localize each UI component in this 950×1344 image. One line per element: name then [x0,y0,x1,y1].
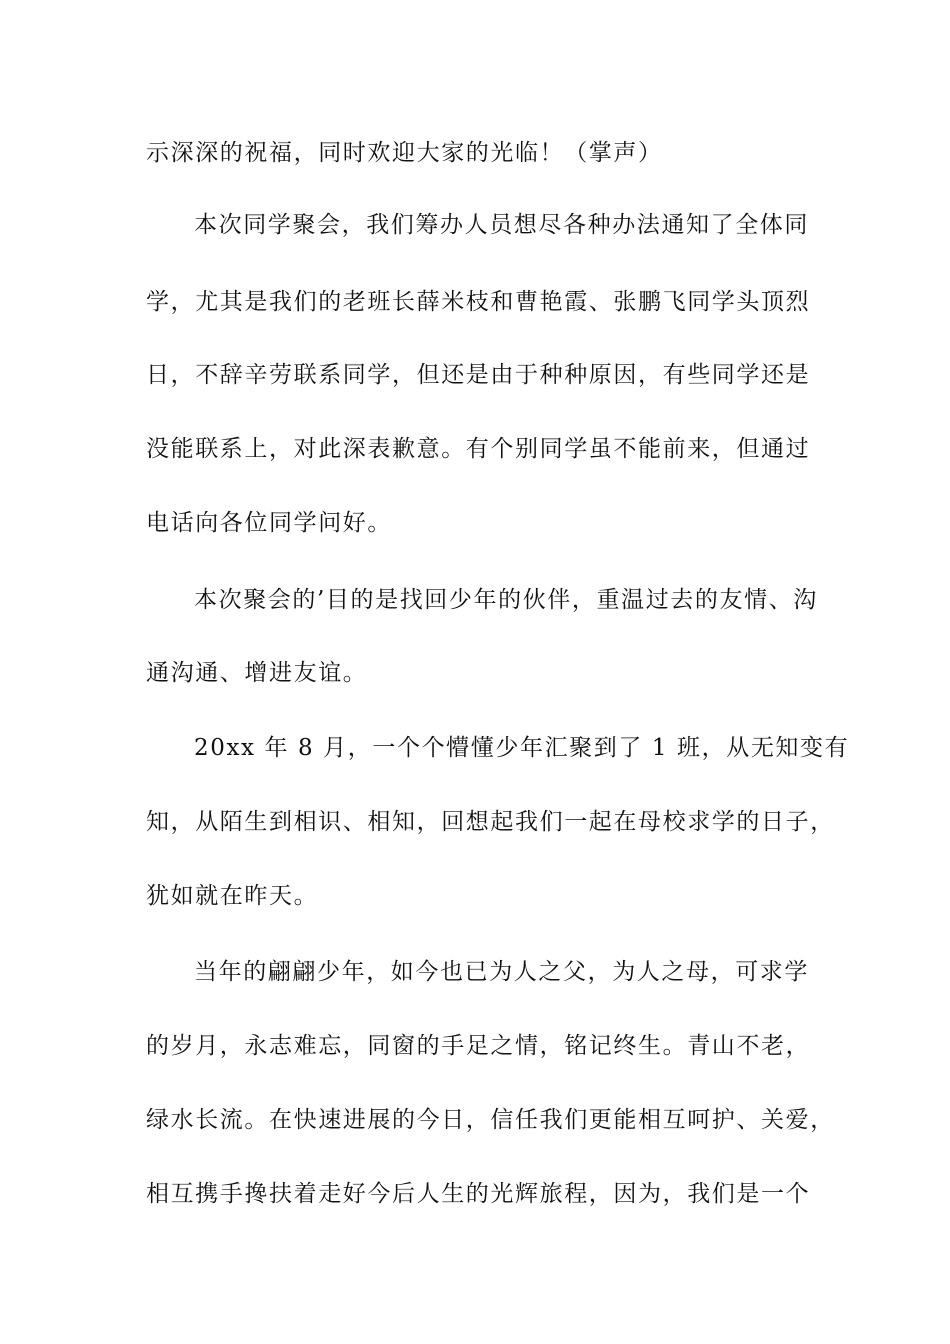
text-line: 电话向各位同学问好。 [146,510,392,536]
paragraph-first-line: 当年的翩翩少年，如今也已为人之父，为人之母，可求学 [194,959,809,985]
text-line: 学，尤其是我们的老班长薛米枝和曹艳霞、张鹏飞同学头顶烈 [146,289,811,315]
text-line: 知，从陌生到相识、相知，回想起我们一起在母校求学的日子， [146,809,835,835]
text-line: 的岁月，永志难忘，同窗的手足之情，铭记终生。青山不老， [146,1033,811,1059]
paragraph-first-line: 本次同学聚会，我们筹办人员想尽各种办法通知了全体同 [194,212,809,238]
text-line: 相互携手搀扶着走好今后人生的光辉旅程，因为，我们是一个 [146,1181,811,1207]
text-line: 日，不辞辛劳联系同学，但还是由于种种原因，有些同学还是 [146,362,811,388]
paragraph-first-line: 本次聚会的’目的是找回少年的伙伴，重温过去的友情、沟 [194,587,818,613]
text-line: 犹如就在昨天。 [146,883,319,909]
paragraph-first-line: 20xx 年 8 月，一个个懵懂少年汇聚到了 1 班，从无知变有 [194,735,850,761]
text-line: 示深深的祝福，同时欢迎大家的光临！（掌声） [146,140,663,166]
text-line: 绿水长流。在快速进展的今日，信任我们更能相互呵护、关爱， [146,1107,835,1133]
text-line: 通沟通、增进友谊。 [146,660,368,686]
text-line: 没能联系上，对此深表歉意。有个别同学虽不能前来，但通过 [146,436,811,462]
